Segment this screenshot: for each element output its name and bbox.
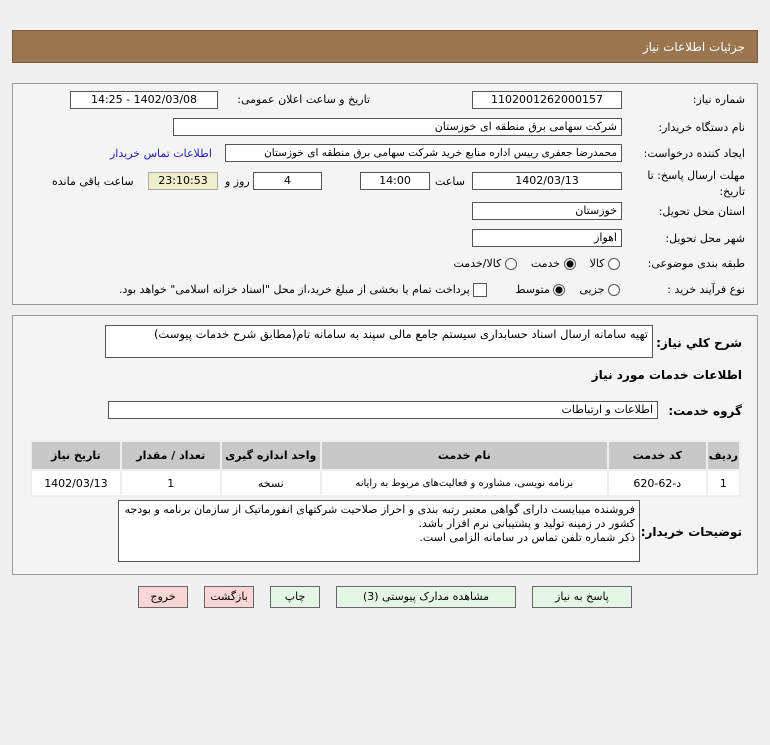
announce-field: 1402/03/08 - 14:25 (70, 91, 218, 109)
deadline-label: مهلت ارسال پاسخ: تا تاریخ: (647, 169, 745, 198)
back-button[interactable]: بازگشت (204, 586, 254, 608)
treasury-payment-checkbox[interactable] (473, 283, 487, 297)
page-title: جزئیات اطلاعات نیاز (642, 40, 745, 54)
print-button[interactable]: چاپ (270, 586, 320, 608)
process-label: نوع فرآیند خرید : (667, 283, 745, 296)
remaining-label: ساعت باقی مانده (52, 175, 134, 188)
need-number-field: 1102001262000157 (472, 91, 622, 109)
col-row: ردیف (707, 441, 740, 470)
reply-button[interactable]: پاسخ به نیاز (532, 586, 632, 608)
notes-field: فروشنده میبایست دارای گواهی معتبر رتبه بندی و احراز صلاحیت شرکتهای انفورماتیک از سازمان برنامه و بودجه کشور در زمینه تولید و پشتیبانی نرم افزار باشد. ذکر شماره تلفن تماس در سامانه الزامی است. (118, 500, 640, 562)
services-table (30, 440, 741, 497)
service-group-label: گروه خدمت: (668, 404, 742, 418)
process-radio-group (119, 282, 620, 298)
buyer-label: نام دستگاه خریدار: (658, 121, 745, 134)
table-row (31, 470, 740, 496)
treasury-payment-label: پرداخت تمام یا بخشی از مبلغ خرید،از محل "اسناد خزانه اسلامی" خواهد بود. (119, 283, 470, 296)
exit-button[interactable]: خروج (138, 586, 188, 608)
category-both-radio[interactable] (505, 258, 517, 270)
service-group-field: اطلاعات و ارتباطات (108, 401, 658, 419)
cell-unit: نسخه (221, 470, 321, 496)
process-minor-radio[interactable] (608, 284, 620, 296)
creator-field: محمدرضا جعفری رییس اداره منابع خرید شرکت سهامی برق منطقه ای خوزستان (225, 144, 622, 162)
col-code: کد خدمت (608, 441, 707, 470)
buyer-field: شرکت سهامی برق منطقه ای خوزستان (173, 118, 622, 136)
time-label: ساعت (435, 175, 465, 188)
category-both-label: کالا/خدمت (453, 257, 502, 270)
province-field: خوزستان (472, 202, 622, 220)
category-radio-group (454, 256, 621, 272)
category-goods-label: کالا (589, 257, 605, 270)
cell-name: برنامه نویسی، مشاوره و فعالیت‌های مربوط به رایانه (321, 470, 608, 496)
creator-label: ایجاد کننده درخواست: (643, 147, 745, 160)
process-medium-label: متوسط (515, 283, 550, 296)
summary-label: شرح کلي نیاز: (656, 336, 742, 350)
table-header-row (31, 441, 740, 470)
need-number-label: شماره نیاز: (692, 93, 745, 106)
remaining-time-field: 23:10:53 (148, 172, 218, 190)
process-minor-label: جزیی (579, 283, 605, 296)
cell-code: د-62-620 (608, 470, 707, 496)
category-label: طبقه بندی موضوعی: (647, 257, 745, 270)
buyer-contact-link[interactable]: اطلاعات تماس خریدار (110, 147, 212, 160)
summary-field: تهیه سامانه ارسال اسناد حسابداری سیستم جامع مالی سپند به سامانه تام(مطابق شرح خدمات پیوست) (105, 325, 653, 358)
cell-qty: 1 (121, 470, 221, 496)
col-date: تاریخ نیاز (31, 441, 121, 470)
category-service-label: خدمت (530, 257, 561, 270)
cell-date: 1402/03/13 (31, 470, 121, 496)
days-field: 4 (253, 172, 322, 190)
announce-label: تاریخ و ساعت اعلان عمومی: (237, 93, 370, 106)
category-service-radio[interactable] (564, 258, 576, 270)
deadline-date-field: 1402/03/13 (472, 172, 622, 190)
cell-row: 1 (707, 470, 740, 496)
deadline-time-field: 14:00 (360, 172, 430, 190)
view-attachments-button[interactable]: مشاهده مدارک پیوستی (3) (336, 586, 516, 608)
col-unit: واحد اندازه گیری (221, 441, 321, 470)
services-title: اطلاعات خدمات مورد نیاز (591, 368, 742, 382)
city-field: اهواز (472, 229, 622, 247)
category-goods-radio[interactable] (608, 258, 620, 270)
notes-label: توضیحات خریدار: (640, 525, 742, 539)
page-header (12, 30, 758, 63)
col-name: نام خدمت (321, 441, 608, 470)
col-qty: تعداد / مقدار (121, 441, 221, 470)
process-medium-radio[interactable] (553, 284, 565, 296)
province-label: استان محل تحویل: (658, 205, 745, 218)
city-label: شهر محل تحویل: (665, 232, 745, 245)
days-label: روز و (225, 175, 250, 188)
